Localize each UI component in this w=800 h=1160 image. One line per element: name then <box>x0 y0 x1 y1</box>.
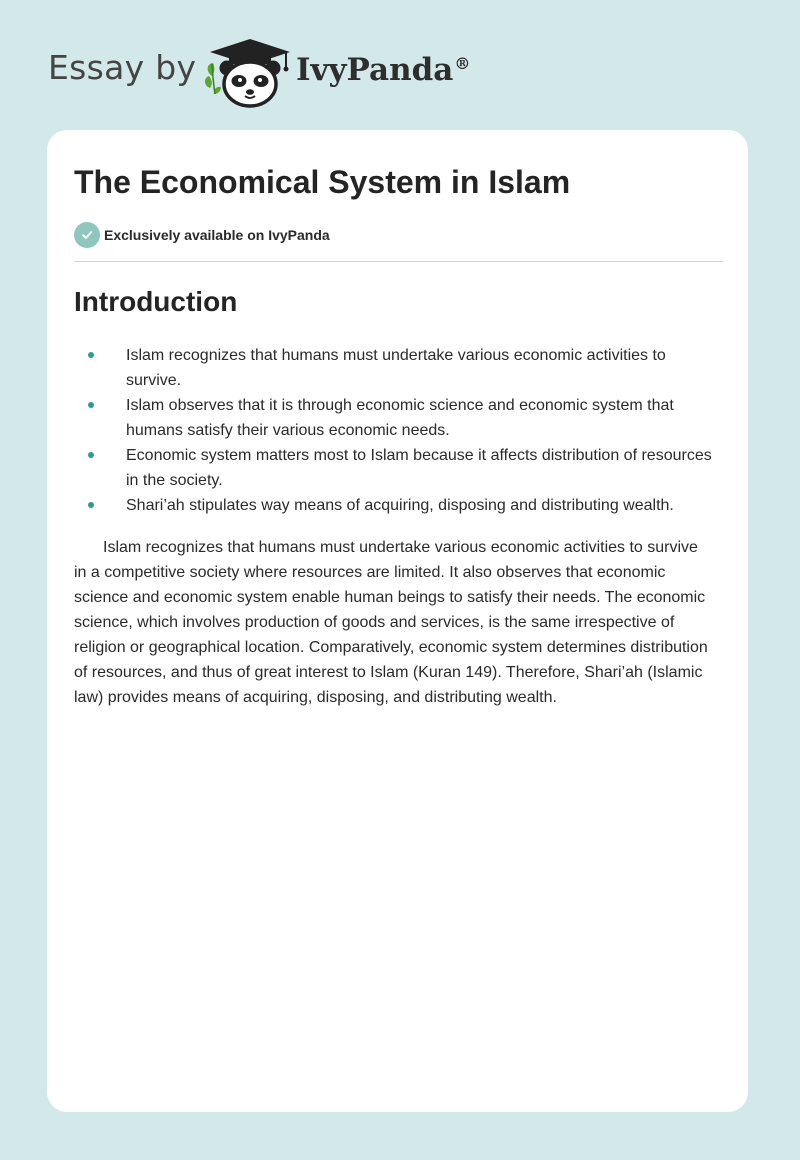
list-item <box>74 443 714 493</box>
page-title: The Economical System in Islam <box>74 164 571 200</box>
bullet-dot-icon <box>88 502 94 508</box>
section-heading-introduction: Introduction <box>74 286 238 317</box>
list-item-text: Economic system matters most to Islam because it affects distribution of resources in the society. <box>126 447 712 489</box>
body-paragraph: Islam recognizes that humans must undertake various economic activities to survive in a competitive society where resources are limited. It also observes that economic science and economic system enable human beings to satisfy their needs. The economic science, which involves production of goods and services, is the same irrespective of religion or geographical location. Comparatively, economic system determines distribution of resources, and thus of great interest to Islam (Kuran 149). Therefore, Shari’ah (Islamic law) provides means of acquiring, disposing, and distributing wealth. <box>74 539 708 706</box>
list-item <box>74 343 714 393</box>
bullet-dot-icon <box>88 352 94 358</box>
list-item-text: Islam recognizes that humans must undertake various economic activities to survive. <box>126 347 666 389</box>
bullet-dot-icon <box>88 402 94 408</box>
list-item <box>74 393 714 443</box>
panda-graduate-logo-icon[interactable] <box>202 36 294 108</box>
brand-name-text: IvyPanda <box>296 52 454 88</box>
list-item-text: Islam observes that it is through economic science and economic system that humans satisfy their various economic needs. <box>126 397 674 439</box>
exclusive-badge-label: Exclusively available on IvyPanda <box>104 227 330 243</box>
registered-mark: ® <box>454 53 471 73</box>
brand-name[interactable] <box>296 52 470 88</box>
list-item-text: Shari’ah stipulates way means of acquiring, disposing and distributing wealth. <box>126 497 674 514</box>
bullet-dot-icon <box>88 452 94 458</box>
exclusive-badge <box>74 222 330 248</box>
site-header <box>0 0 800 120</box>
check-circle-icon <box>74 222 100 248</box>
key-points-list <box>74 343 714 518</box>
list-item <box>74 493 714 518</box>
essay-by-label: Essay by <box>48 48 197 87</box>
essay-card <box>47 130 748 1112</box>
title-divider <box>74 261 723 262</box>
